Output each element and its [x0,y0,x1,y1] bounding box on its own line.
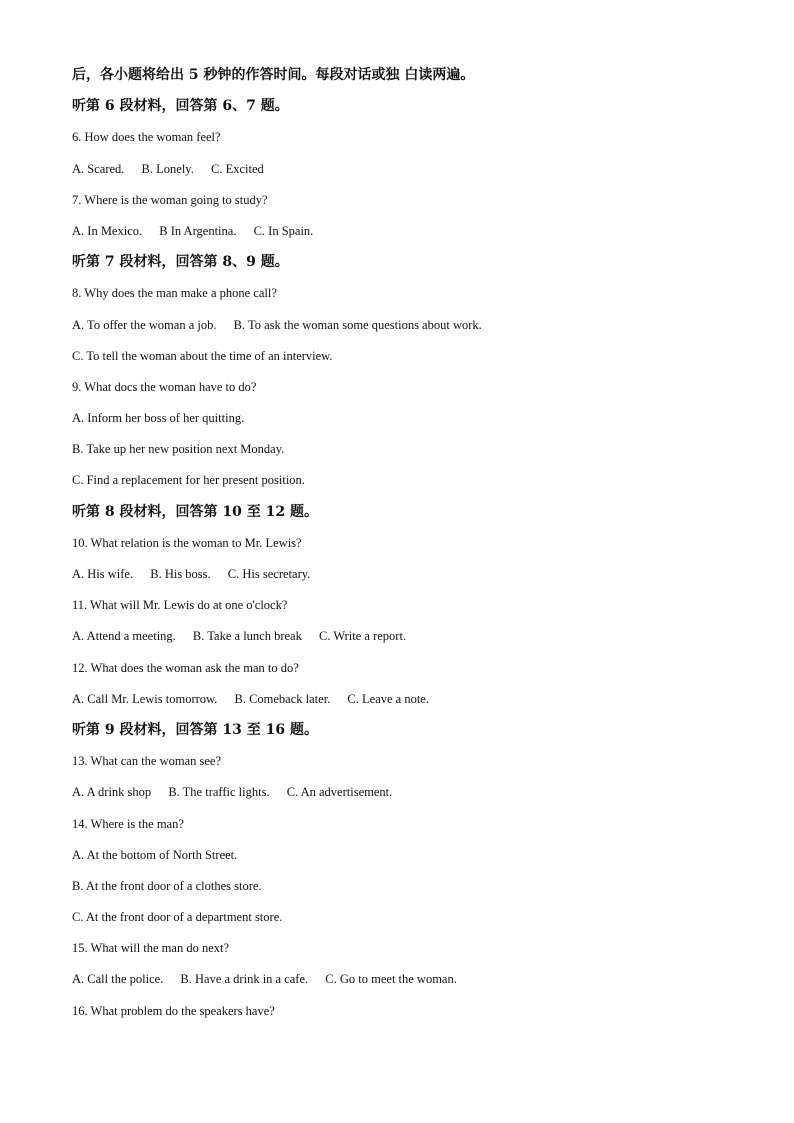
option-14a: A. At the bottom of North Street. [72,847,238,862]
option-15a: A. Call the police. [72,972,164,987]
question-13: 13. What can the woman see? [72,754,222,769]
question-6-options [72,158,752,189]
option-9b: B. Take up her new position next Monday. [72,442,285,457]
option-6c: C. Excited [210,161,264,176]
option-12a: A. Call Mr. Lewis tomorrow. [72,691,218,706]
option-14b: B. At the front door of a clothes store. [72,878,262,893]
question-14: 14. Where is the man? [72,816,184,831]
question-7-options [72,220,752,251]
option-6a: A. Scared. [72,161,125,176]
option-8a: A. To offer the woman a job. [72,317,217,332]
option-6b: B. Lonely. [141,161,194,176]
option-7a: A. In Mexico. [72,223,143,238]
question-16: 16. What problem do the speakers have? [72,1003,275,1018]
question-9: 9. What docs the woman have to do? [72,379,257,394]
option-9a: A. Inform her boss of her quitting. [72,411,245,426]
option-9c: C. Find a replacement for her present position. [72,473,305,488]
exam-page [72,64,752,1031]
question-10-options [72,563,752,594]
question-8: 8. Why does the man make a phone call? [72,286,277,301]
question-15: 15. What will the man do next? [72,941,230,956]
option-14c: C. At the front door of a department store. [72,910,283,925]
option-10c: C. His secretary. [227,567,311,581]
option-15b: B. Have a drink in a cafe. [180,972,309,987]
question-10: 10. What relation is the woman to Mr. Lewis? [72,535,302,550]
option-13b: B. The traffic lights. [168,785,270,800]
option-8b: B. To ask the woman some questions about work. [233,317,482,332]
option-7c: C. In Spain. [253,223,314,238]
question-13-options [72,781,752,812]
option-12b: B. Comeback later. [234,691,331,706]
instruction-text: 后，各小题将给出 5 秒钟的作答时间。每段对话或独 白读两遍。 [72,67,475,83]
option-13a: A. A drink shop [72,785,152,800]
option-10b: B. His boss. [150,567,211,581]
option-8c: C. To tell the woman about the time of an interview. [72,348,333,363]
question-12-options [72,688,752,719]
option-11b: B. Take a lunch break [192,629,302,644]
section-heading-9: 听第 9 段材料，回答第 13 至 16 题。 [72,721,318,738]
section-heading-6: 听第 6 段材料，回答第 6、7 题。 [72,98,289,115]
option-11c: C. Write a report. [318,629,407,644]
option-13c: C. An advertisement. [286,785,393,800]
section-heading-8: 听第 8 段材料，回答第 10 至 12 题。 [72,503,318,520]
question-7: 7. Where is the woman going to study? [72,192,268,207]
option-11a: A. Attend a meeting. [72,629,176,644]
question-12: 12. What does the woman ask the man to do? [72,660,299,675]
section-heading-7: 听第 7 段材料，回答第 8、9 题。 [72,254,289,271]
question-11-options [72,625,752,656]
option-7b: B In Argentina. [159,223,237,238]
question-8-options-ab [72,314,752,345]
option-15c: C. Go to meet the woman. [325,972,457,987]
question-6: 6. How does the woman feel? [72,130,221,145]
question-15-options [72,968,752,999]
option-12c: C. Leave a note. [347,691,429,706]
option-10a: A. His wife. [72,567,134,581]
question-11: 11. What will Mr. Lewis do at one o'clock? [72,598,288,613]
